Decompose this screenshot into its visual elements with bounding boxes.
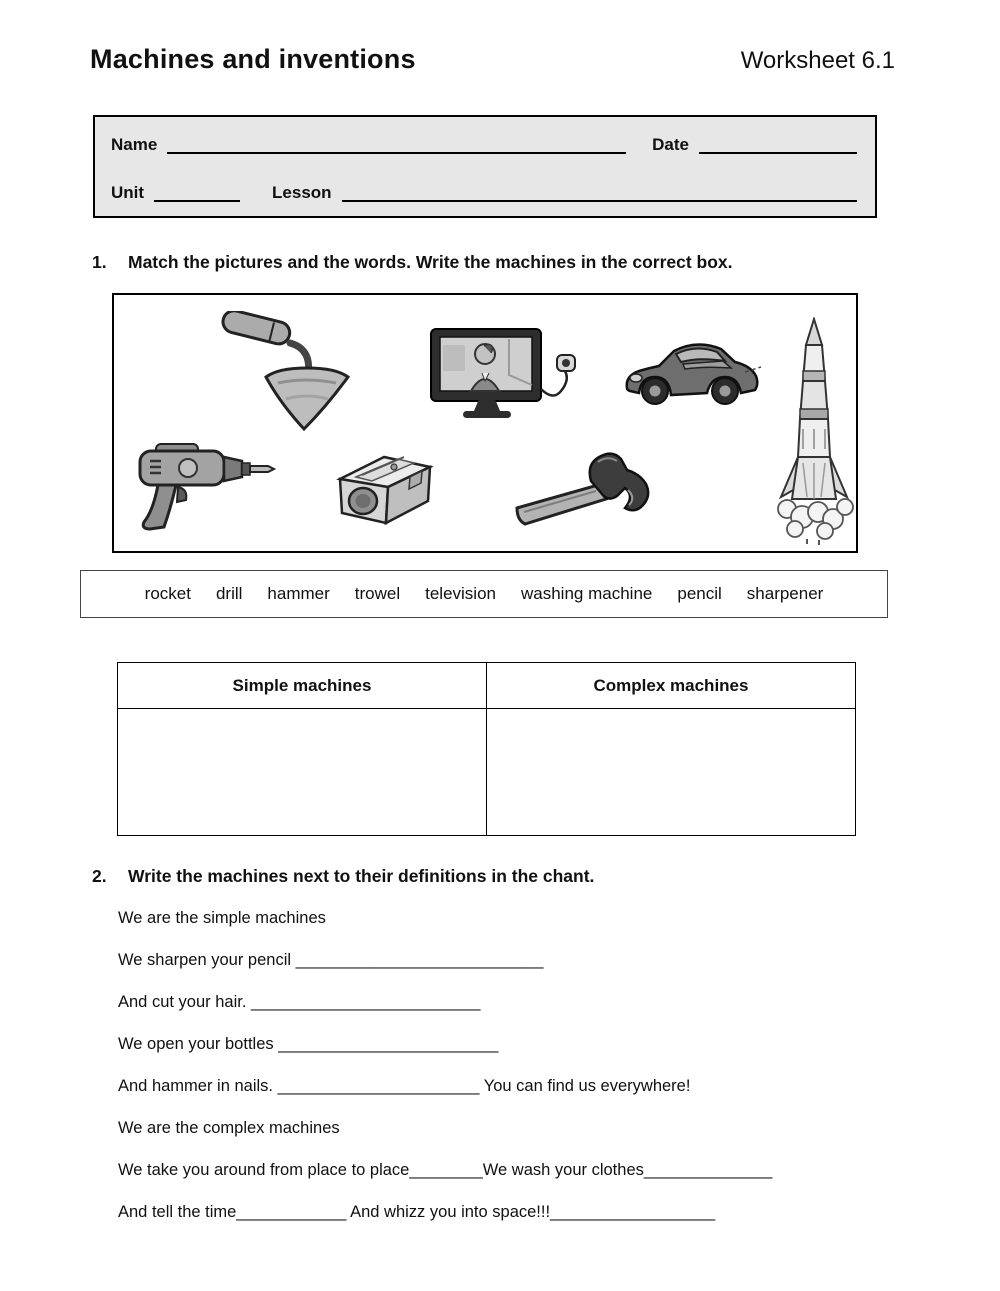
complex-machines-header: Complex machines <box>487 663 856 709</box>
chant-line-simple-intro: We are the simple machines <box>118 909 326 927</box>
television-image <box>429 325 589 425</box>
unit-lesson-row <box>111 181 857 202</box>
exercise1-instruction: Match the pictures and the words. Write the machines in the correct box. <box>128 252 733 272</box>
exercise1-number: 1. <box>92 252 107 272</box>
date-line[interactable] <box>699 133 857 154</box>
chant-line-cut-hair[interactable]: And cut your hair. _________________________ <box>118 993 481 1011</box>
car-image <box>619 328 764 423</box>
table-header-row <box>118 663 856 709</box>
word-bank-item: television <box>425 584 496 603</box>
simple-machines-header: Simple machines <box>118 663 487 709</box>
word-bank-item: trowel <box>354 584 401 603</box>
chant-line-place-clothes[interactable]: We take you around from place to place________We wash your clothes______________ <box>118 1161 773 1179</box>
chant-section <box>118 908 918 1244</box>
unit-line[interactable] <box>154 181 240 202</box>
lesson-line[interactable] <box>342 181 857 202</box>
chant-line-time-space[interactable]: And tell the time____________ And whizz you into space!!!__________________ <box>118 1203 716 1221</box>
chant-line-complex-intro: We are the complex machines <box>118 1119 340 1137</box>
lesson-label: Lesson <box>272 183 332 203</box>
word-bank-item: drill <box>215 584 243 603</box>
chant-line-open-bottles[interactable]: We open your bottles ________________________ <box>118 1035 499 1053</box>
worksheet-number: Worksheet 6.1 <box>740 47 895 74</box>
simple-machines-cell[interactable] <box>118 709 487 836</box>
exercise1-instruction-row <box>92 252 733 273</box>
table-answer-row <box>118 709 856 836</box>
complex-machines-cell[interactable] <box>487 709 856 836</box>
chant-line-hammer-nails[interactable]: And hammer in nails. ______________________ You can find us everywhere! <box>118 1077 691 1095</box>
sharpener-image <box>326 445 441 530</box>
machines-table <box>117 662 856 836</box>
student-info-box <box>93 115 877 218</box>
trowel-image <box>214 311 364 436</box>
word-bank-item: sharpener <box>746 584 824 603</box>
exercise2-number: 2. <box>92 866 107 886</box>
title-bar <box>90 44 895 75</box>
unit-label: Unit <box>111 183 145 203</box>
word-bank-item: pencil <box>677 584 722 603</box>
word-bank <box>80 570 888 618</box>
name-line[interactable] <box>167 133 626 154</box>
drill-image <box>126 435 276 535</box>
chant-line-sharpen-pencil[interactable]: We sharpen your pencil ___________________________ <box>118 951 544 969</box>
hammer-image <box>514 450 664 530</box>
word-bank-item: rocket <box>144 584 191 603</box>
page-title: Machines and inventions <box>90 44 416 74</box>
rocket-image <box>769 317 859 545</box>
name-date-row <box>111 133 857 154</box>
date-label: Date <box>652 135 689 155</box>
exercise2-instruction: Write the machines next to their definitions in the chant. <box>128 866 595 886</box>
exercise2-instruction-row <box>92 866 594 887</box>
word-bank-item: hammer <box>267 584 330 603</box>
word-bank-item: washing machine <box>521 584 653 603</box>
name-label: Name <box>111 135 158 155</box>
pictures-box <box>112 293 858 553</box>
